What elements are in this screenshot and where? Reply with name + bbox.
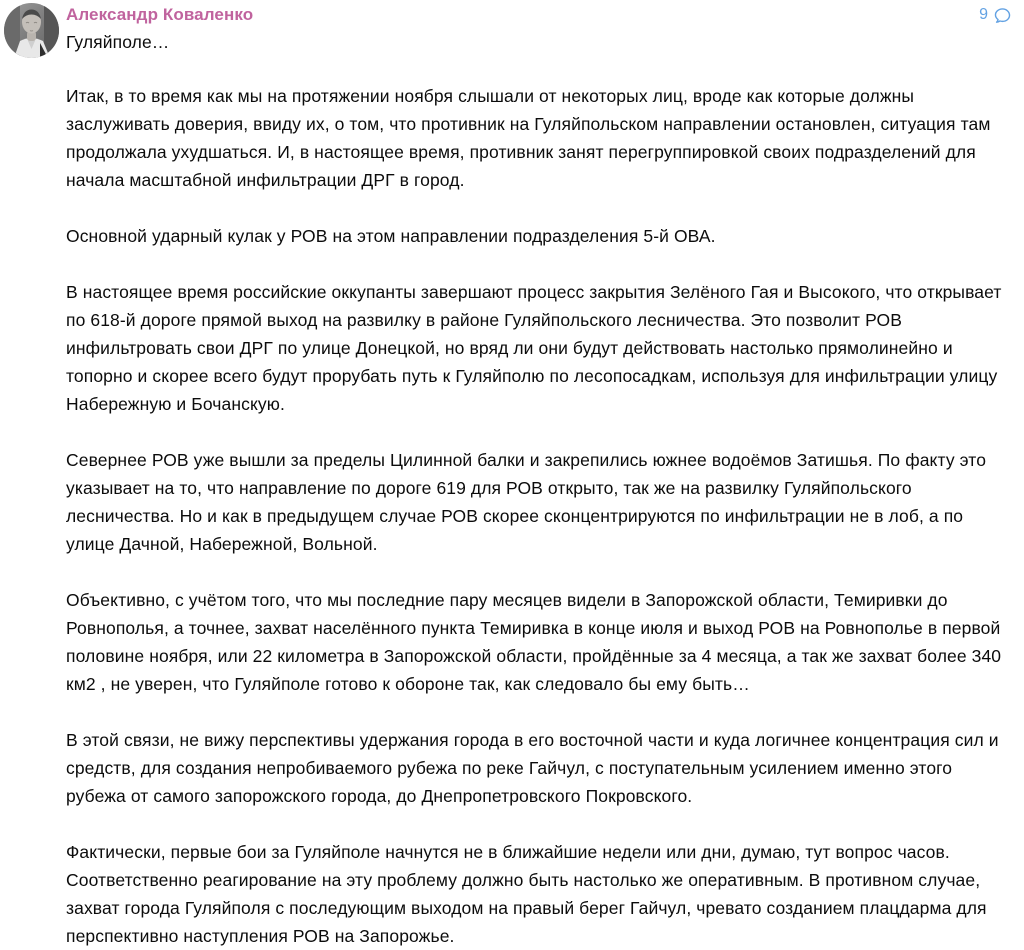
author-name[interactable]: Александр Коваленко [66, 5, 254, 24]
speech-bubble-icon [993, 6, 1012, 25]
avatar-column [4, 2, 66, 58]
comments-button[interactable] [979, 4, 1014, 25]
message-paragraph: В настоящее время российские оккупанты завершают процесс закрытия Зелёного Гая и Высокого, что открывает по 618-й дороге прямой выход на развилку в районе Гуляйпольского лесничества. Это позволит РОВ инфильтровать свои ДРГ по улице Донецкой, но вряд ли они будут действовать настолько прямолинейно и топорно и скорее всего будут прорубать путь к Гуляйполю по лесопосадкам, используя для инфильтрации улицу Набережную и Бочанскую. [66, 282, 1002, 414]
message-paragraph: Фактически, первые бои за Гуляйполе начнутся не в ближайшие недели или дни, думаю, тут вопрос часов. Соответственно реагирование на эту проблему должно быть настолько же оперативным. В противном случае, захват города Гуляйполя с последующим выходом на правый берег Гайчул, чревато созданием плацдарма для перспективно наступления РОВ на Запорожье. [66, 842, 987, 946]
message-paragraph: Объективно, с учётом того, что мы последние пару месяцев видели в Запорожской области, Темиривки до Ровнополья, а точнее, захват населённого пункта Темиривка в конце июля и выход РОВ на Ровнополье в первой половине ноября, или 22 километра в Запорожской области, пройдённые за 4 месяца, а так же захват более 340 км2 , не уверен, что Гуляйполе готово к обороне так, как следовало бы ему быть… [66, 590, 1002, 694]
message-paragraph: Севернее РОВ уже вышли за пределы Цилинной балки и закрепились южнее водоёмов Затишья. По факту это указывает на то, что направление по дороге 619 для РОВ открыто, так же на развилку Гуляйпольского лесничества. Но и как в предыдущем случае РОВ скорее сконцентрируются по инфильтрации не в лоб, а по улице Дачной, Набережной, Вольной. [66, 450, 987, 554]
post-header [66, 4, 1014, 28]
post-content [66, 2, 1014, 950]
message-text [66, 28, 1014, 950]
comment-count: 9 [979, 5, 988, 23]
message-paragraph: Основной ударный кулак у РОВ на этом направлении подразделения 5-й ОВА. [66, 226, 716, 246]
message-intro-line: Гуляйполе… [66, 32, 170, 52]
message-paragraph: В этой связи, не вижу перспективы удержания города в его восточной части и куда логичнее концентрация сил и средств, для создания непробиваемого рубежа по реке Гайчул, с поступательным усилением именно этого рубежа от самого запорожского города, до Днепропетровского Покровского. [66, 730, 999, 806]
avatar-image [4, 3, 59, 58]
message-paragraph: Итак, в то время как мы на протяжении ноября слышали от некоторых лиц, вроде как которые должны заслуживать доверия, ввиду их, о том, что противник на Гуляйпольском направлении остановлен, ситуация там продолжала ухудшаться. И, в настоящее время, противник занят перегруппировкой своих подразделений для начала масштабной инфильтрации ДРГ в город. [66, 86, 991, 190]
avatar[interactable] [4, 3, 59, 58]
